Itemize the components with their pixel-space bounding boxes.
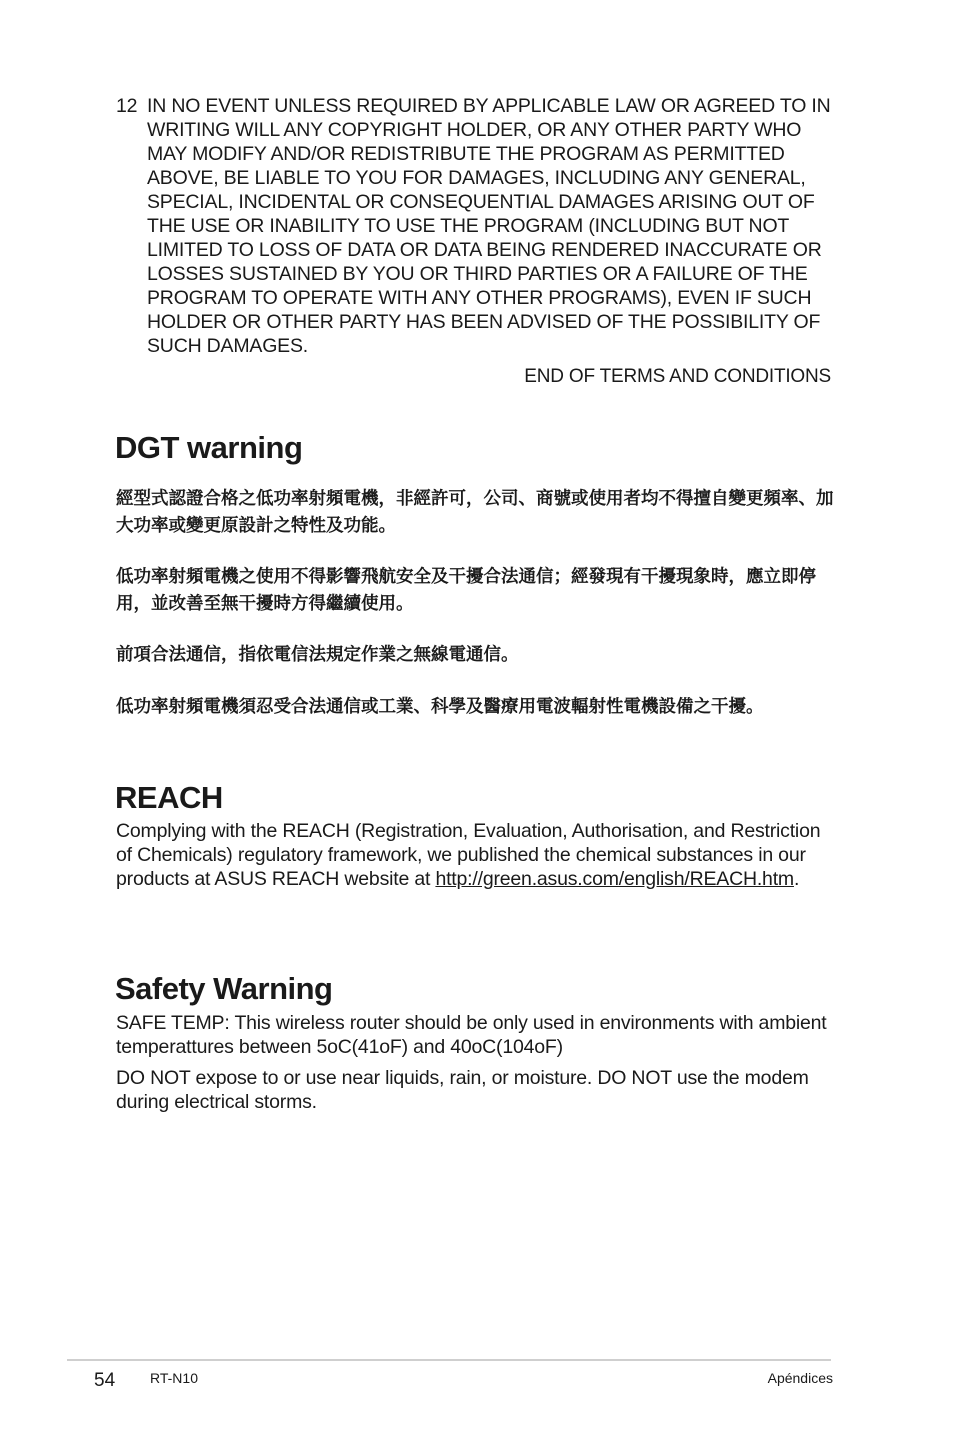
reach-text: Complying with the REACH (Registration, Evaluation, Authorisation, and Restriction of Chemicals) regulatory framework, we published the chemical substances in our products at ASUS REACH website at bbox=[116, 820, 821, 890]
clause-number: 12 bbox=[116, 95, 138, 117]
dgt-paragraph-4: 低功率射頻電機須忍受合法通信或工業、科學及醫療用電波輻射性電機設備之干擾。 bbox=[116, 697, 764, 717]
reach-heading: REACH bbox=[115, 780, 223, 815]
dgt-paragraph-1: 經型式認證合格之低功率射頻電機，非經許可，公司、商號或使用者均不得擅自變更頻率、加大功率或變更原設計之特性及功能。 bbox=[116, 489, 834, 536]
end-of-terms: END OF TERMS AND CONDITIONS bbox=[524, 366, 831, 387]
safety-paragraph-1: SAFE TEMP: This wireless router should be only used in environments with ambient temperattures between 5oC(41oF) and 40oC(104oF) bbox=[116, 1012, 827, 1058]
license-clause bbox=[116, 94, 836, 358]
reach-paragraph bbox=[116, 819, 836, 891]
footer-model: RT-N10 bbox=[150, 1370, 198, 1386]
clause-text: IN NO EVENT UNLESS REQUIRED BY APPLICABLE LAW OR AGREED TO IN WRITING WILL ANY COPYRIGHT HOLDER, OR ANY OTHER PARTY WHO MAY MODIFY AND/OR REDISTRIBUTE THE PROGRAM AS PERMITTED ABOVE, BE LIABLE TO YOU FOR DAMAGES, INCLUDING ANY GENERAL, SPECIAL, INCIDENTAL OR CONSEQUENTIAL DAMAGES ARISING OUT OF THE USE OR INABILITY TO USE THE PROGRAM (INCLUDING BUT NOT LIMITED TO LOSS OF DATA OR DATA BEING RENDERED INACCURATE OR LOSSES SUSTAINED BY YOU OR THIRD PARTIES OR A FAILURE OF THE PROGRAM TO OPERATE WITH ANY OTHER PROGRAMS), EVEN IF SUCH HOLDER OR OTHER PARTY HAS BEEN ADVISED OF THE POSSIBILITY OF SUCH DAMAGES. bbox=[147, 95, 831, 357]
page-number: 54 bbox=[94, 1370, 116, 1391]
reach-text-end: . bbox=[793, 868, 800, 890]
dgt-paragraph-3: 前項合法通信，指依電信法規定作業之無線電通信。 bbox=[116, 645, 519, 665]
footer-section: Apéndices bbox=[767, 1370, 833, 1386]
reach-link[interactable]: http://green.asus.com/english/REACH.htm bbox=[435, 868, 794, 890]
dgt-paragraph-2: 低功率射頻電機之使用不得影響飛航安全及干擾合法通信；經發現有干擾現象時，應立即停用，並改善至無干擾時方得繼續使用。 bbox=[116, 567, 816, 614]
footer-divider bbox=[67, 1359, 831, 1361]
safety-warning-heading: Safety Warning bbox=[115, 971, 333, 1006]
safety-paragraph-2: DO NOT expose to or use near liquids, rain, or moisture. DO NOT use the modem during electrical storms. bbox=[116, 1067, 809, 1113]
dgt-warning-heading: DGT warning bbox=[115, 430, 303, 465]
